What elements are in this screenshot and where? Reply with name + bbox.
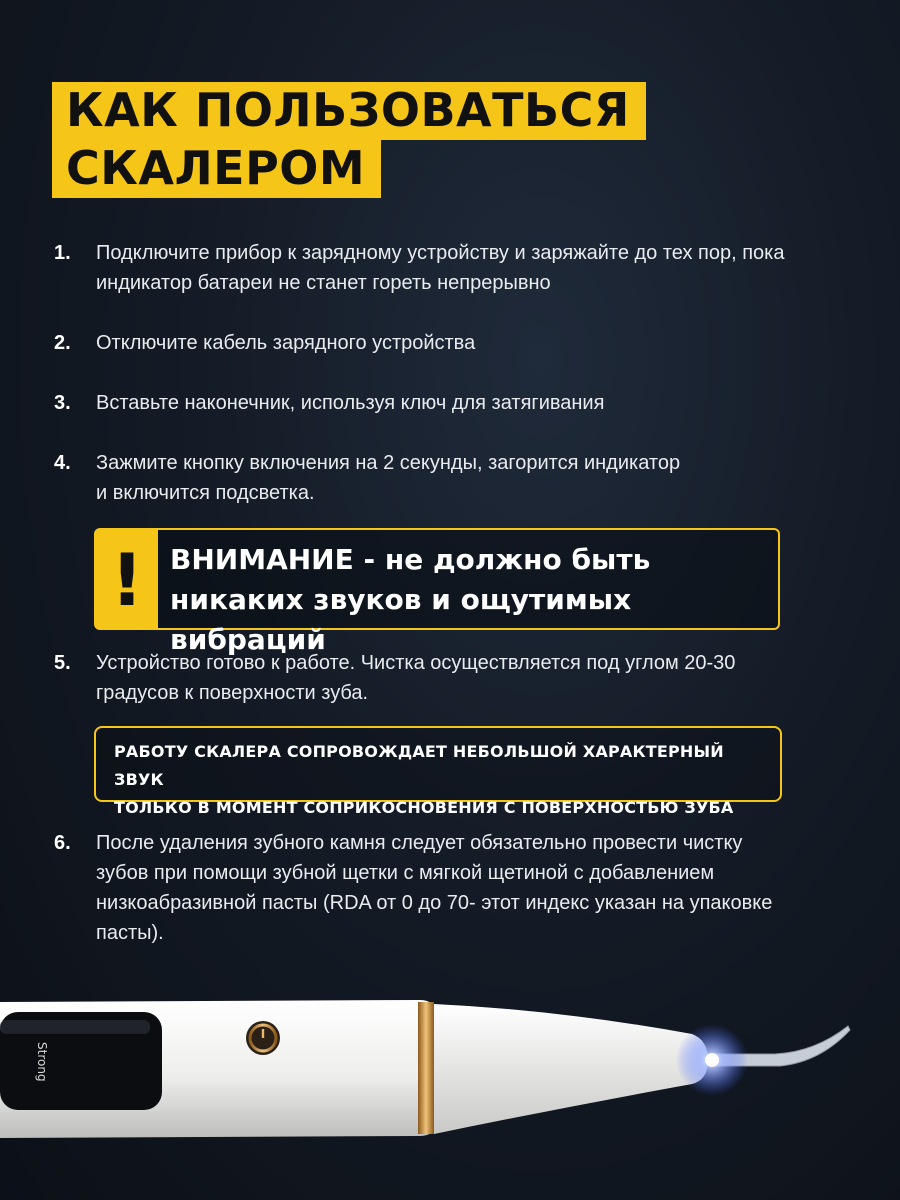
step-number: 1. [54, 242, 71, 264]
scaler-device-image [0, 980, 900, 1160]
step-text: После удаления зубного камня следует обязательно провести чистку зубов при помощи зубной щетки с мягкой щетиной с добавлением низкоабразивной пасты (RDA от 0 до 70- этот индекс указан на упаковке пасты). [96, 832, 773, 944]
step-text: Подключите прибор к зарядному устройству и заряжайте до тех пор, пока индикатор батареи не станет гореть непрерывно [96, 242, 785, 294]
exclamation-icon: ! [96, 530, 158, 628]
step-text: Отключите кабель зарядного устройства [96, 332, 476, 354]
strength-label: Strong [35, 1042, 49, 1082]
warning-text: ВНИМАНИЕ - не должно быть никаких звуков и ощутимых вибраций [170, 543, 651, 656]
step-number: 6. [54, 832, 71, 854]
step-text: Зажмите кнопку включения на 2 секунды, загорится индикатор и включится подсветка. [96, 452, 681, 504]
scaler-body [0, 1000, 436, 1138]
step-number: 5. [54, 652, 71, 674]
gold-ring [418, 1002, 434, 1134]
note-text: РАБОТУ СКАЛЕРА СОПРОВОЖДАЕТ НЕБОЛЬШОЙ ХАРАКТЕРНЫЙ ЗВУК ТОЛЬКО В МОМЕНТ СОПРИКОСНОВЕНИЯ С ПОВЕРХНОСТЬЮ ЗУБА [114, 742, 734, 817]
step-number: 3. [54, 392, 71, 414]
page-title [52, 82, 646, 198]
step-text: Вставьте наконечник, используя ключ для затягивания [96, 392, 605, 414]
step-text: Устройство готово к работе. Чистка осуществляется под углом 20-30 градусов к поверхности зуба. [96, 652, 736, 704]
step-number: 2. [54, 332, 71, 354]
title-line-1: КАК ПОЛЬЗОВАТЬСЯ [52, 82, 646, 140]
note-box [94, 726, 782, 817]
title-line-2: СКАЛЕРОМ [52, 140, 381, 198]
step-number: 4. [54, 452, 71, 474]
warning-box [94, 528, 780, 656]
scaler-tip [434, 1004, 850, 1134]
